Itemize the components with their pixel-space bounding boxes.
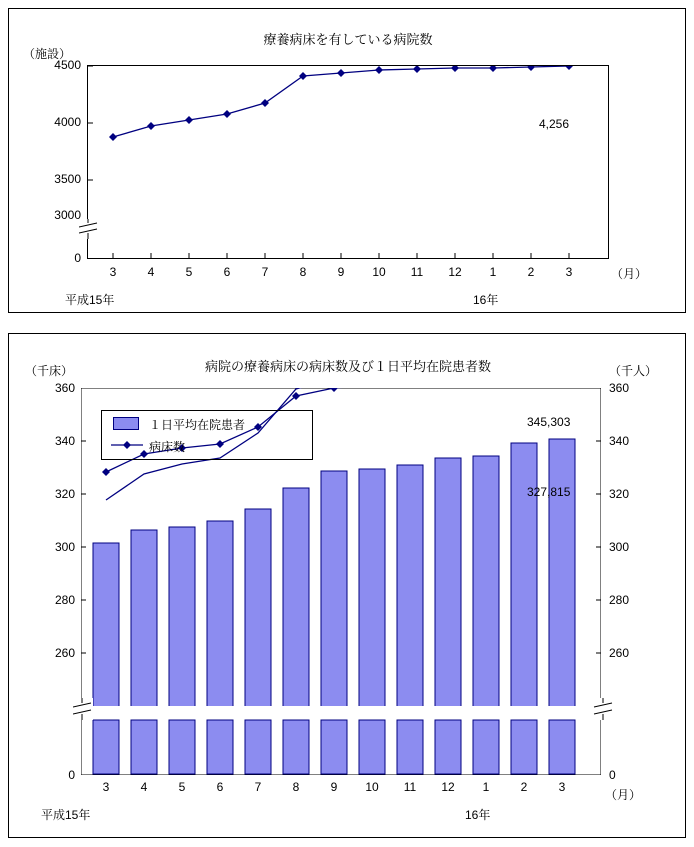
bottom-xtick-8: 11	[403, 780, 417, 794]
bottom-ytick-right-0: 0	[609, 768, 616, 782]
top-x-axis-unit: （月）	[611, 267, 648, 281]
bottom-axis-break-icon-right	[593, 698, 613, 720]
top-ytick-3500: 3500	[54, 172, 81, 186]
top-xtick-1: 4	[147, 265, 155, 279]
bottom-y-axis-unit-left: （千床）	[25, 364, 74, 378]
bottom-ytick-right-300: 300	[609, 540, 630, 554]
bottom-xtick-1: 4	[140, 780, 148, 794]
bottom-period-start: 平成15年	[41, 808, 91, 822]
chart-panel-beds-and-patients	[8, 333, 686, 838]
legend-swatch-patients	[113, 417, 139, 430]
bottom-ytick-left-0: 0	[68, 768, 75, 782]
top-value-label: 4,256	[539, 117, 570, 131]
top-xtick-6: 9	[337, 265, 345, 279]
bottom-y-axis-unit-right: （千人）	[609, 364, 658, 378]
bottom-xtick-11: 2	[520, 780, 528, 794]
top-period-start: 平成15年	[65, 293, 115, 307]
top-xtick-12: 3	[565, 265, 573, 279]
top-period-end: 16年	[473, 293, 499, 307]
top-xtick-9: 12	[448, 265, 462, 279]
top-axis-break-icon	[79, 219, 99, 239]
top-chart	[88, 66, 608, 258]
top-xtick-2: 5	[185, 265, 193, 279]
bottom-xtick-3: 6	[216, 780, 224, 794]
top-xtick-5: 8	[299, 265, 307, 279]
legend-label-patients: １日平均在院患者	[149, 418, 246, 432]
top-xtick-3: 6	[223, 265, 231, 279]
bottom-ytick-left-320: 320	[54, 487, 75, 501]
top-xtick-0: 3	[109, 265, 117, 279]
legend-swatch-beds	[111, 438, 143, 452]
bottom-ytick-right-260: 260	[609, 646, 630, 660]
bottom-x-axis-unit: （月）	[605, 788, 642, 802]
bottom-xtick-0: 3	[102, 780, 110, 794]
bottom-ytick-left-280: 280	[54, 593, 75, 607]
bottom-ytick-left-260: 260	[54, 646, 75, 660]
bottom-xtick-2: 5	[178, 780, 186, 794]
bottom-xtick-6: 9	[330, 780, 338, 794]
bottom-ytick-right-360: 360	[609, 381, 630, 395]
top-xtick-4: 7	[261, 265, 269, 279]
bottom-ytick-right-280: 280	[609, 593, 630, 607]
chart-panel-hospital-count	[8, 8, 686, 313]
bottom-xtick-4: 7	[254, 780, 262, 794]
top-ytick-3000: 3000	[54, 208, 81, 222]
top-xtick-8: 11	[410, 265, 424, 279]
top-xtick-11: 2	[527, 265, 535, 279]
legend-label-beds: 病床数	[149, 440, 186, 454]
bottom-ytick-right-340: 340	[609, 434, 630, 448]
bottom-axis-break-icon-left	[73, 698, 93, 720]
top-y-axis-unit: （施設）	[23, 47, 72, 61]
top-ytick-0: 0	[74, 251, 81, 265]
bottom-xtick-7: 10	[365, 780, 379, 794]
top-chart-title: 療養病床を有している病院数	[263, 32, 433, 47]
bottom-xtick-5: 8	[292, 780, 300, 794]
bottom-ytick-right-320: 320	[609, 487, 630, 501]
top-ytick-4500: 4500	[54, 58, 81, 72]
bottom-label-beds: 345,303	[527, 415, 571, 429]
bottom-ytick-left-340: 340	[54, 434, 75, 448]
top-ytick-4000: 4000	[54, 115, 81, 129]
bottom-chart-title: 病院の療養病床の病床数及び１日平均在院患者数	[204, 359, 491, 374]
top-xtick-7: 10	[372, 265, 386, 279]
bottom-ytick-left-300: 300	[54, 540, 75, 554]
bottom-xtick-9: 12	[441, 780, 455, 794]
bottom-xtick-12: 3	[558, 780, 566, 794]
bottom-ytick-left-360: 360	[54, 381, 75, 395]
top-xtick-10: 1	[489, 265, 497, 279]
bottom-xtick-10: 1	[482, 780, 490, 794]
bottom-period-end: 16年	[465, 808, 491, 822]
bottom-label-patients: 327,815	[527, 485, 571, 499]
